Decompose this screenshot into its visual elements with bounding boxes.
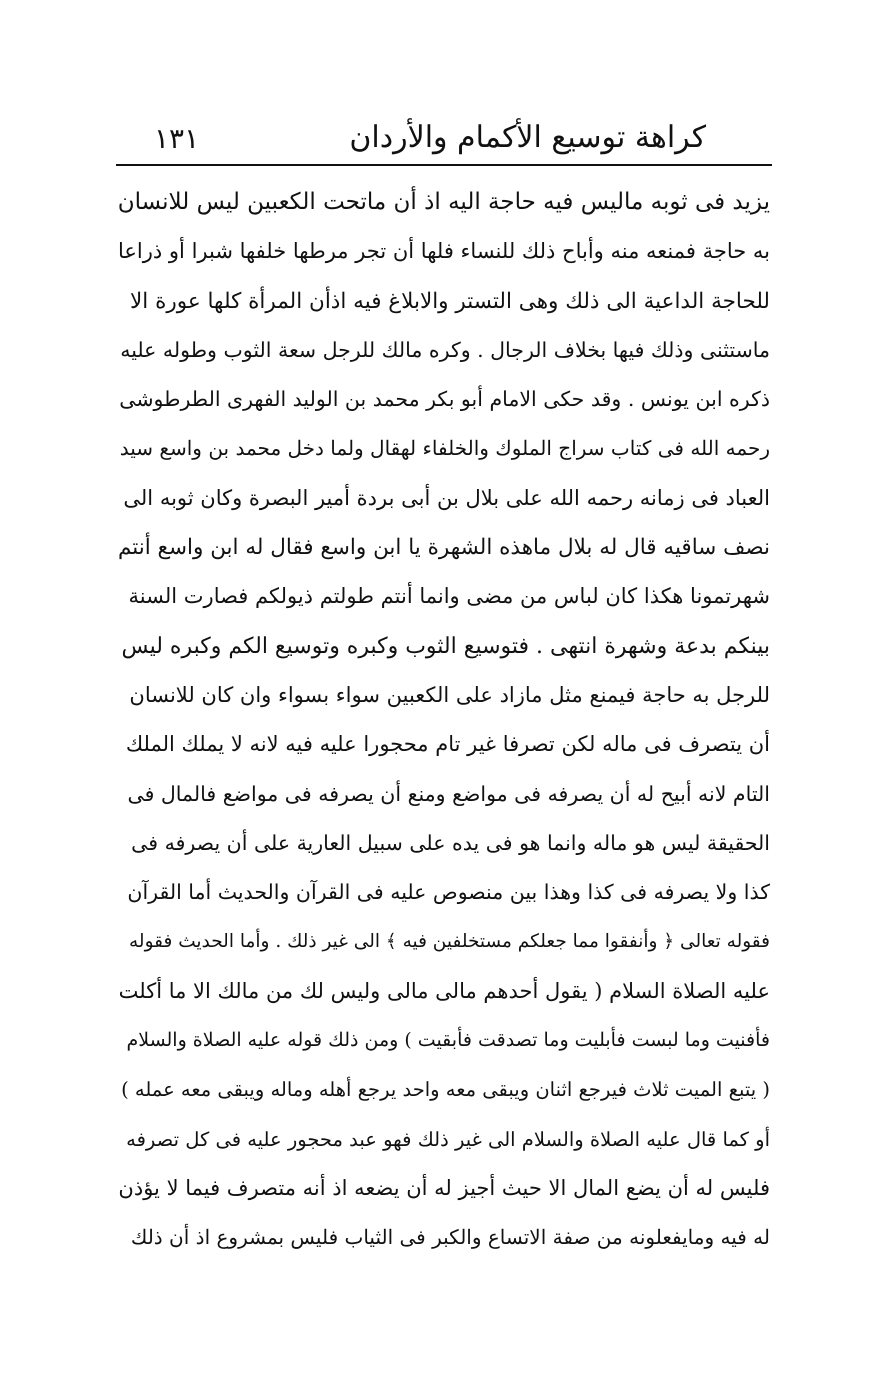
- text-line: فليس له أن يضع المال الا حيث أجيز له أن يضعه اذ أنه متصرف فيما لا يؤذن: [118, 1175, 770, 1200]
- header-rule: [116, 164, 772, 166]
- text-line: فقوله تعالى ﴿ وأنفقوا مما جعلكم مستخلفين فيه ﴾ الى غير ذلك . وأما الحديث فقوله: [129, 931, 770, 953]
- text-line: بينكم بدعة وشهرة انتهى . فتوسيع الثوب وكبره وتوسيع الكم وكبره ليس: [121, 633, 770, 659]
- text-line: عليه الصلاة السلام ( يقول أحدهم مالى مالى وليس لك من مالك الا ما أكلت: [118, 978, 770, 1003]
- text-line: للحاجة الداعية الى ذلك وهى التستر والابلاغ فيه اذأن المرأة كلها عورة الا: [130, 288, 770, 314]
- text-line: يزيد فى ثوبه ماليس فيه حاجة اليه اذ أن ماتحت الكعبين ليس للانسان: [118, 189, 770, 215]
- text-line: العباد فى زمانه رحمه الله على بلال بن أبى بردة أمير البصرة وكان ثوبه الى: [123, 485, 770, 510]
- text-line: ذكره ابن يونس . وقد حكى الامام أبو بكر محمد بن الوليد الفهرى الطرطوشى: [119, 387, 770, 412]
- text-line: الحقيقة ليس هو ماله وانما هو فى يده على سبيل العارية على أن يصرفه فى: [131, 830, 770, 855]
- text-line: نصف ساقيه قال له بلال ماهذه الشهرة يا ابن واسع فقال له ابن واسع أنتم: [118, 535, 770, 561]
- text-line: أن يتصرف فى ماله لكن تصرفا غير تام محجورا عليه فيه لانه لا يملك الملك: [125, 732, 770, 757]
- text-line: له فيه ومايفعلونه من صفة الاتساع والكبر فى الثياب فليس بمشروع اذ أن ذلك: [130, 1225, 770, 1250]
- running-title: كراهة توسيع الأكمام والأردان: [349, 120, 706, 155]
- text-line: للرجل به حاجة فيمنع مثل مازاد على الكعبين سواء بسواء وان كان للانسان: [129, 682, 770, 707]
- text-line: ( يتبع الميت ثلاث فيرجع اثنان ويبقى معه واحد يرجع أهله وماله ويبقى معه عمله ): [121, 1078, 770, 1102]
- text-line: رحمه الله فى كتاب سراج الملوك والخلفاء لهقال ولما دخل محمد بن واسع سيد: [119, 436, 770, 461]
- text-line: التام لانه أبيح له أن يصرفه فى مواضع ومنع أن يصرفه فى مواضع فالمال فى: [127, 781, 770, 806]
- text-line: أو كما قال عليه الصلاة والسلام الى غير ذلك فهو عبد محجور عليه فى كل تصرفه: [126, 1127, 770, 1151]
- page-header: [118, 112, 768, 164]
- text-line: به حاجة فمنعه منه وأباح ذلك للنساء فلها أن تجر مرطها خلفها شبرا أو ذراعا: [118, 239, 770, 264]
- page-number: ١٣١: [154, 122, 200, 155]
- text-line: فأفنيت وما لبست فأبليت وما تصدقت فأبقيت ) ومن ذلك قوله عليه الصلاة والسلام: [126, 1029, 770, 1052]
- text-line: كذا ولا يصرفه فى كذا وهذا بين منصوص عليه فى القرآن والحديث أما القرآن: [127, 880, 770, 905]
- body-text: [118, 178, 770, 1263]
- text-line: ماستثنى وذلك فيها بخلاف الرجال . وكره مالك للرجل سعة الثوب وطوله عليه: [120, 337, 770, 362]
- text-line: شهرتمونا هكذا كان لباس من مضى وانما أنتم طولتم ذيولكم فصارت السنة: [128, 584, 770, 609]
